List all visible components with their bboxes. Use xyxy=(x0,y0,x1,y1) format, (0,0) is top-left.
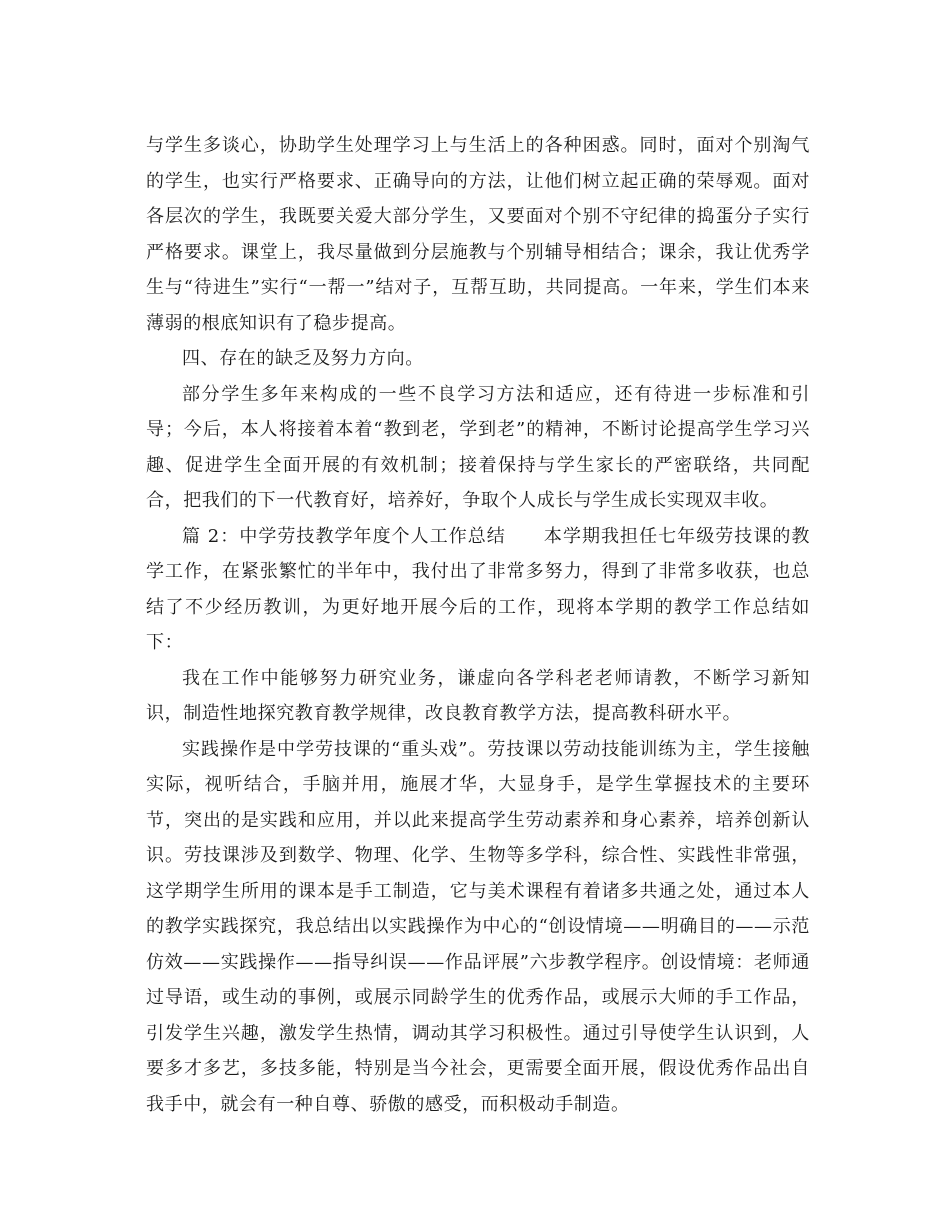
paragraph-research: 我在工作中能够努力研究业务，谦虚向各学科老老师请教，不断学习新知识，制造性地探究教育教学规律，改良教育教学方法，提高教科研水平。 xyxy=(146,667,810,724)
paragraph-practice: 实践操作是中学劳技课的“重头戏”。劳技课以劳动技能训练为主，学生接触实际，视听结合，手脑并用，施展才华，大显身手，是学生掌握技术的主要环节，突出的是实践和应用，并以此来提高学生劳动素养和身心素养，培养创新认识。劳技课涉及到数学、物理、化学、生物等多学科，综合性、实践性非常强，这学期学生所用的课本是手工制造，它与美术课程有着诸多共通之处，通过本人的教学实践探究，我总结出以实践操作为中心的“创设情境——明确目的——示范仿效——实践操作——指导纠误——作品评展”六步教学程序。创设情境：老师通过导语，或生动的事例，或展示同龄学生的优秀作品，或展示大师的手工作品，引发学生兴趣，激发学生热情，调动其学习积极性。通过引导使学生认识到，人要多才多艺，多技多能，特别是当今社会，更需要全面开展，假设优秀作品出自我手中，就会有一种自尊、骄傲的感受，而积极动手制造。 xyxy=(146,738,810,1115)
paragraph-shortcomings: 部分学生多年来构成的一些不良学习方法和适应，还有待进一步标准和引导；今后，本人将接着本着“教到老，学到老”的精神，不断讨论提高学生学习兴趣、促进学生全面开展的有效机制；接着保持与学生家长的严密联络，共同配合，把我们的下一代教育好，培养好，争取个人成长与学生成长实现双丰收。 xyxy=(146,383,810,511)
paragraph-continuation: 与学生多谈心，协助学生处理学习上与生活上的各种困惑。同时，面对个别淘气的学生，也实行严格要求、正确导向的方法，让他们树立起正确的荣辱观。面对各层次的学生，我既要关爱大部分学生，又要面对个别不守纪律的捣蛋分子实行严格要求。课堂上，我尽量做到分层施教与个别辅导相结合；课余，我让优秀学生与“待进生”实行“一帮一”结对子，互帮互助，共同提高。一年来，学生们本来薄弱的根底知识有了稳步提高。 xyxy=(146,135,810,334)
paragraph-article-2-intro: 篇 2：中学劳技教学年度个人工作总结 本学期我担任七年级劳技课的教学工作，在紧张繁忙的半年中，我付出了非常多努力，得到了非常多收获，也总结了不少经历教训，为更好地开展今后的工作，现将本学期的教学工作总结如下： xyxy=(146,525,810,653)
section-heading-shortcomings: 四、存在的缺乏及努力方向。 xyxy=(182,348,424,369)
document-body xyxy=(146,128,810,1122)
